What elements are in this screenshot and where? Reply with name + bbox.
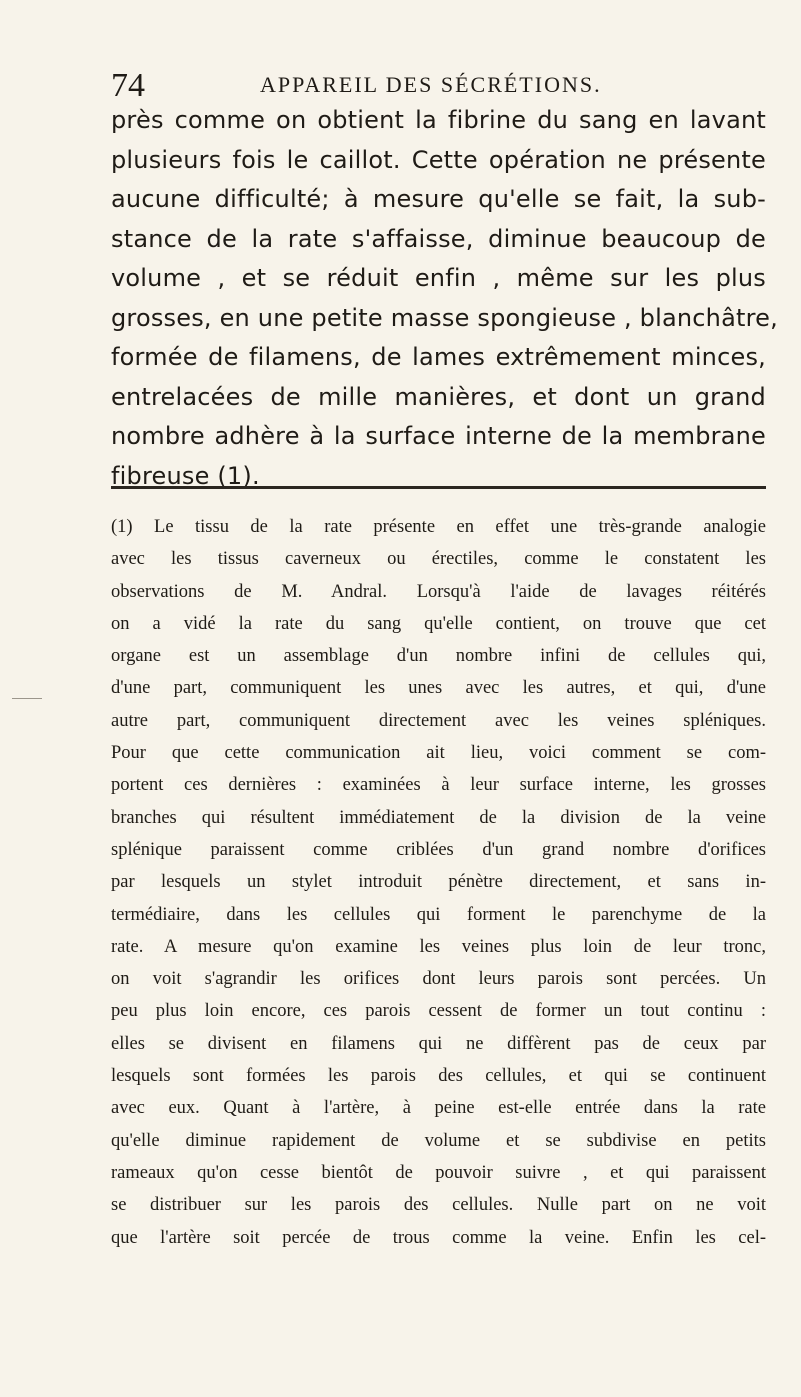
margin-mark bbox=[12, 698, 42, 699]
main-paragraph bbox=[111, 101, 778, 496]
footnote-line: on voit s'agrandir les orifices dont leurs parois sont percées. Un bbox=[111, 969, 766, 990]
running-title: APPAREIL DES SÉCRÉTIONS. bbox=[260, 72, 602, 97]
text-line: grosses, en une petite masse spongieuse , blanchâtre, bbox=[111, 303, 778, 332]
footnote-line: d'une part, communiquent les unes avec les autres, et qui, d'une bbox=[111, 678, 766, 699]
footnote-line: avec eux. Quant à l'artère, à peine est-elle entrée dans la rate bbox=[111, 1098, 766, 1119]
footnote-line: se distribuer sur les parois des cellules. Nulle part on ne voit bbox=[111, 1195, 766, 1216]
footnote-line: rameaux qu'on cesse bientôt de pouvoir suivre , et qui paraissent bbox=[111, 1162, 766, 1183]
text-line: aucune difficulté; à mesure qu'elle se fait, la sub- bbox=[111, 185, 766, 213]
footnote-line: elles se divisent en filamens qui ne diffèrent pas de ceux par bbox=[111, 1033, 766, 1054]
footnote-line: splénique paraissent comme criblées d'un grand nombre d'orifices bbox=[111, 839, 766, 860]
footnote-line: lesquels sont formées les parois des cellules, et qui se continuent bbox=[111, 1066, 766, 1087]
running-head bbox=[111, 66, 761, 106]
text-line: nombre adhère à la surface interne de la membrane bbox=[111, 422, 766, 450]
page-number: 74 bbox=[111, 67, 145, 104]
text-line: volume , et se réduit enfin , même sur les plus bbox=[111, 264, 766, 292]
text-line: plusieurs fois le caillot. Cette opération ne présente bbox=[111, 145, 766, 174]
footnote bbox=[111, 511, 766, 1254]
footnote-line: observations de M. Andral. Lorsqu'à l'aide de lavages réitérés bbox=[111, 581, 766, 602]
footnote-line: (1) Le tissu de la rate présente en effet une très-grande analogie bbox=[111, 517, 766, 537]
footnote-line: par lesquels un stylet introduit pénètre directement, et sans in- bbox=[111, 872, 766, 893]
footnote-line: peu plus loin encore, ces parois cessent de former un tout continu : bbox=[111, 1001, 766, 1022]
text-line: entrelacées de mille manières, et dont un grand bbox=[111, 382, 766, 411]
footnote-line: autre part, communiquent directement avec les veines spléniques. bbox=[111, 710, 766, 731]
footnote-line: branches qui résultent immédiatement de la division de la veine bbox=[111, 807, 766, 828]
footnote-separator bbox=[111, 486, 766, 489]
footnote-line: Pour que cette communication ait lieu, voici comment se com- bbox=[111, 743, 766, 764]
text-line: formée de filamens, de lames extrêmement minces, bbox=[111, 343, 766, 371]
text-line: près comme on obtient la fibrine du sang en lavant bbox=[111, 106, 766, 134]
footnote-line: portent ces dernières : examinées à leur surface interne, les grosses bbox=[111, 775, 766, 796]
text-line: stance de la rate s'affaisse, diminue beaucoup de bbox=[111, 224, 766, 253]
footnote-line: avec les tissus caverneux ou érectiles, comme le constatent les bbox=[111, 549, 766, 570]
footnote-line: termédiaire, dans les cellules qui forment le parenchyme de la bbox=[111, 904, 766, 925]
footnote-line: on a vidé la rate du sang qu'elle contient, on trouve que cet bbox=[111, 613, 766, 634]
footnote-line: que l'artère soit percée de trous comme la veine. Enfin les cel- bbox=[111, 1227, 766, 1248]
footnote-line: organe est un assemblage d'un nombre infini de cellules qui, bbox=[111, 646, 766, 667]
text-line: fibreuse (1). bbox=[111, 461, 260, 490]
footnote-line: rate. A mesure qu'on examine les veines plus loin de leur tronc, bbox=[111, 936, 766, 957]
footnote-line: qu'elle diminue rapidement de volume et se subdivise en petits bbox=[111, 1130, 766, 1151]
